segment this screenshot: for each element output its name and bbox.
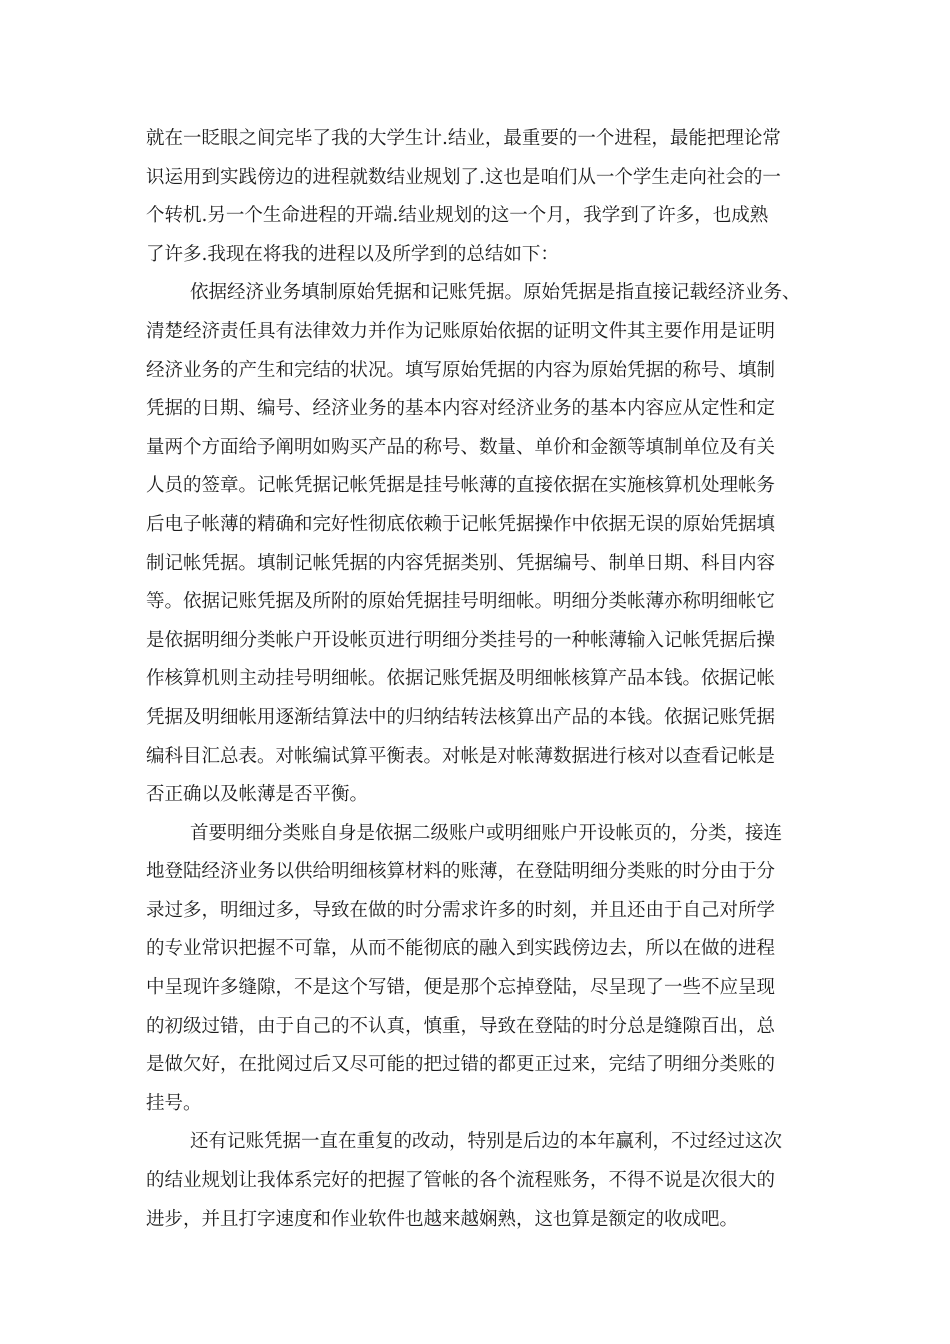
text-line: 个转机.另一个生命进程的开端.结业规划的这一个月，我学到了许多，也成熟 (146, 205, 769, 227)
text-line: 是依据明细分类帐户开设帐页进行明细分类挂号的一种帐薄输入记帐凭据后操 (146, 629, 776, 651)
text-line: 进步，并且打字速度和作业软件也越来越娴熟，这也算是额定的收成吧。 (146, 1208, 739, 1230)
text-line: 否正确以及帐薄是否平衡。 (146, 784, 369, 806)
text-line: 后电子帐薄的精确和完好性彻底依赖于记帐凭据操作中依据无误的原始凭据填 (146, 513, 776, 535)
text-line: 首要明细分类账自身是依据二级账户或明细账户开设帐页的，分类，接连 (190, 822, 783, 844)
text-line: 清楚经济责任具有法律效力并作为记账原始依据的证明文件其主要作用是证明 (146, 320, 776, 342)
text-line: 就在一眨眼之间完毕了我的大学生计.结业，最重要的一个进程，最能把理论常 (146, 128, 781, 149)
text-line: 的结业规划让我体系完好的把握了管帐的各个流程账务，不得不说是次很大的 (146, 1170, 776, 1192)
text-line: 经济业务的产生和完结的状况。填写原始凭据的内容为原始凭据的称号、填制 (146, 359, 776, 381)
text-line: 了许多.我现在将我的进程以及所学到的总结如下： (146, 243, 559, 265)
text-line: 依据经济业务填制原始凭据和记账凭据。原始凭据是指直接记载经济业务、 (190, 282, 801, 304)
text-line: 的专业常识把握不可靠，从而不能彻底的融入到实践傍边去，所以在做的进程 (146, 938, 776, 960)
paragraph-vouchers (146, 274, 826, 814)
paragraph-intro (146, 120, 826, 274)
text-line: 编科目汇总表。对帐编试算平衡表。对帐是对帐薄数据进行核对以查看记帐是 (146, 745, 776, 767)
text-line: 的初级过错，由于自己的不认真，慎重，导致在登陆的时分总是缝隙百出，总 (146, 1015, 776, 1037)
text-line: 还有记账凭据一直在重复的改动，特别是后边的本年赢利，不过经过这次 (190, 1131, 783, 1153)
text-line: 中呈现许多缝隙，不是这个写错，便是那个忘掉登陆，尽呈现了一些不应呈现 (146, 977, 776, 999)
text-line: 挂号。 (146, 1092, 202, 1114)
text-line: 凭据及明细帐用逐渐结算法中的归纳结转法核算出产品的本钱。依据记账凭据 (146, 706, 776, 728)
text-line: 识运用到实践傍边的进程就数结业规划了.这也是咱们从一个学生走向社会的一 (146, 166, 781, 188)
text-line: 是做欠好，在批阅过后又尽可能的把过错的都更正过来，完结了明细分类账的 (146, 1054, 776, 1076)
text-line: 制记帐凭据。填制记帐凭据的内容凭据类别、凭据编号、制单日期、科目内容 (146, 552, 776, 574)
paragraph-ledger (146, 815, 826, 1124)
text-line: 地登陆经济业务以供给明细核算材料的账薄，在登陆明细分类账的时分由于分 (146, 861, 776, 883)
text-line: 等。依据记账凭据及所附的原始凭据挂号明细帐。明细分类帐薄亦称明细帐它 (146, 591, 776, 613)
text-line: 凭据的日期、编号、经济业务的基本内容对经济业务的基本内容应从定性和定 (146, 398, 776, 420)
text-line: 人员的签章。记帐凭据记帐凭据是挂号帐薄的直接依据在实施核算机处理帐务 (146, 475, 776, 497)
text-line: 录过多，明细过多，导致在做的时分需求许多的时刻，并且还由于自己对所学 (146, 899, 776, 921)
document-body (146, 120, 826, 1239)
text-line: 量两个方面给予阐明如购买产品的称号、数量、单价和金额等填制单位及有关 (146, 436, 776, 458)
paragraph-conclusion (146, 1123, 826, 1239)
text-line: 作核算机则主动挂号明细帐。依据记账凭据及明细帐核算产品本钱。依据记帐 (146, 668, 776, 690)
